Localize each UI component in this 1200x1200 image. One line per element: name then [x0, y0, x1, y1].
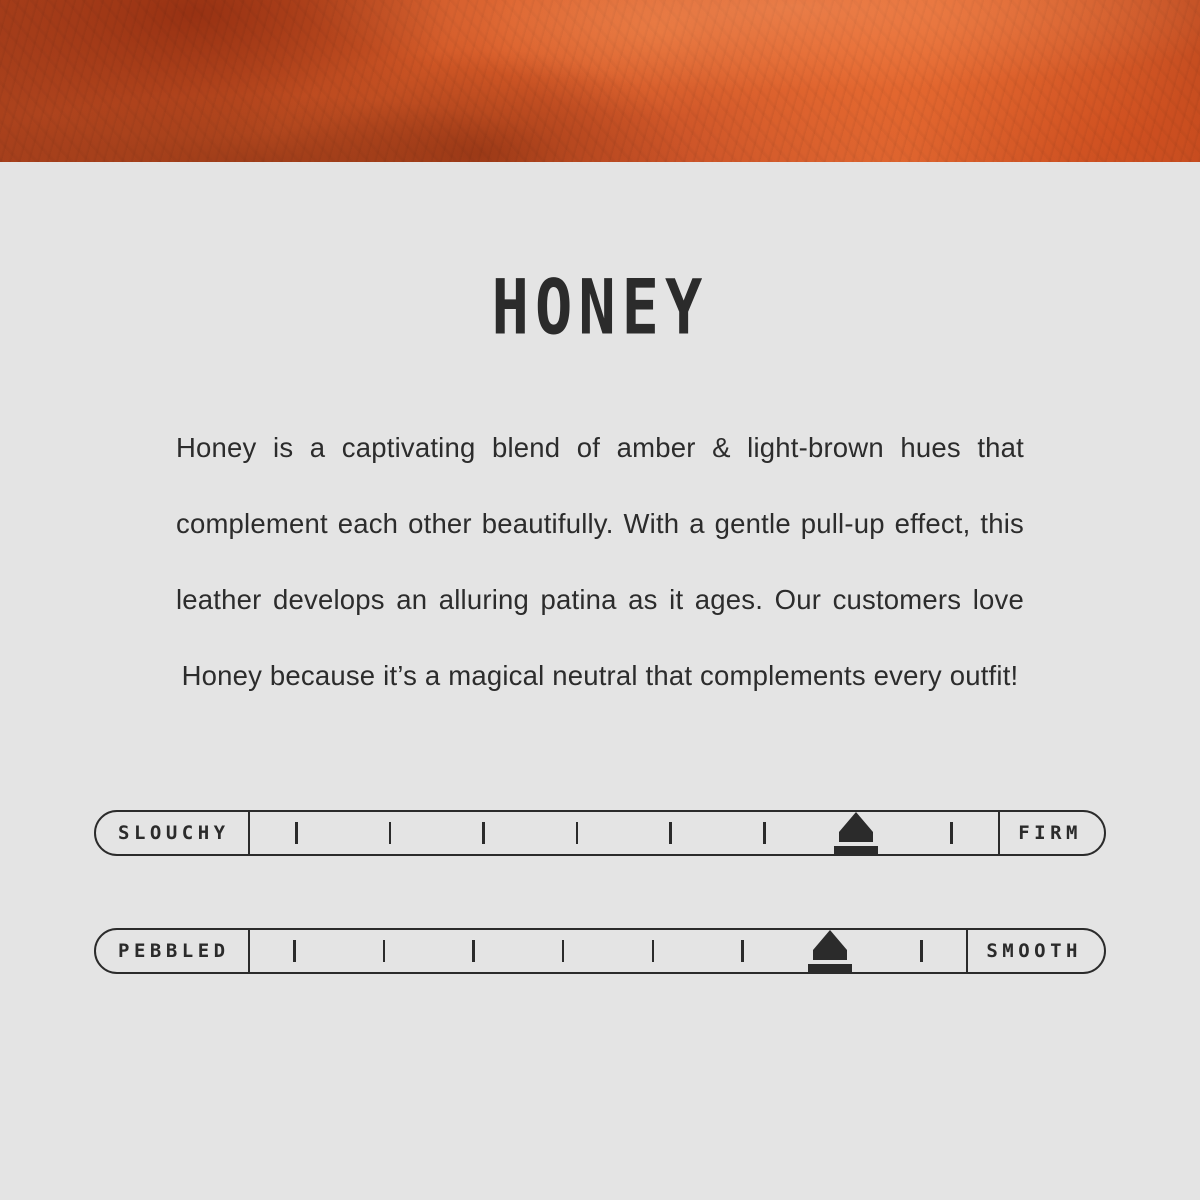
- attribute-sliders: [94, 714, 1106, 1000]
- slider-tick: [608, 940, 698, 962]
- slider-texture-right-label: SMOOTH: [966, 930, 1104, 972]
- description-text: Honey is a captivating blend of amber & light-brown hues that complement each other beautifully. With a gentle pull-up effect, this leather develops an alluring patina as it ages. Our customers love Honey because it’s a magical neutral that complements every outfit!: [176, 432, 1024, 691]
- slider-structure-ticks: [250, 812, 999, 854]
- slider-structure[interactable]: [94, 810, 1106, 882]
- slider-tick: [530, 822, 624, 844]
- slider-tick: [250, 822, 344, 844]
- slider-tick: [717, 822, 811, 844]
- card-content: [0, 162, 1200, 1000]
- slider-tick: [787, 940, 877, 962]
- slider-tick: [343, 822, 437, 844]
- slider-structure-track[interactable]: [250, 812, 999, 854]
- slider-texture-track-container[interactable]: [94, 928, 1106, 974]
- leather-sheen-overlay: [0, 0, 1200, 162]
- slider-texture-track[interactable]: [250, 930, 967, 972]
- slider-tick: [698, 940, 788, 962]
- slider-tick: [518, 940, 608, 962]
- slider-structure-track-container[interactable]: [94, 810, 1106, 856]
- slider-texture-ticks: [250, 930, 967, 972]
- slider-tick: [250, 940, 340, 962]
- slider-texture-left-label: PEBBLED: [96, 930, 250, 972]
- slider-tick: [877, 940, 967, 962]
- slider-tick: [905, 822, 999, 844]
- slider-tick: [624, 822, 718, 844]
- slider-tick: [339, 940, 429, 962]
- slider-tick: [429, 940, 519, 962]
- page-title: HONEY: [491, 262, 709, 352]
- slider-structure-left-label: SLOUCHY: [96, 812, 250, 854]
- slider-tick: [811, 822, 905, 844]
- slider-texture[interactable]: [94, 928, 1106, 1000]
- slider-structure-right-label: FIRM: [998, 812, 1104, 854]
- slider-tick: [437, 822, 531, 844]
- leather-swatch-photo: [0, 0, 1200, 162]
